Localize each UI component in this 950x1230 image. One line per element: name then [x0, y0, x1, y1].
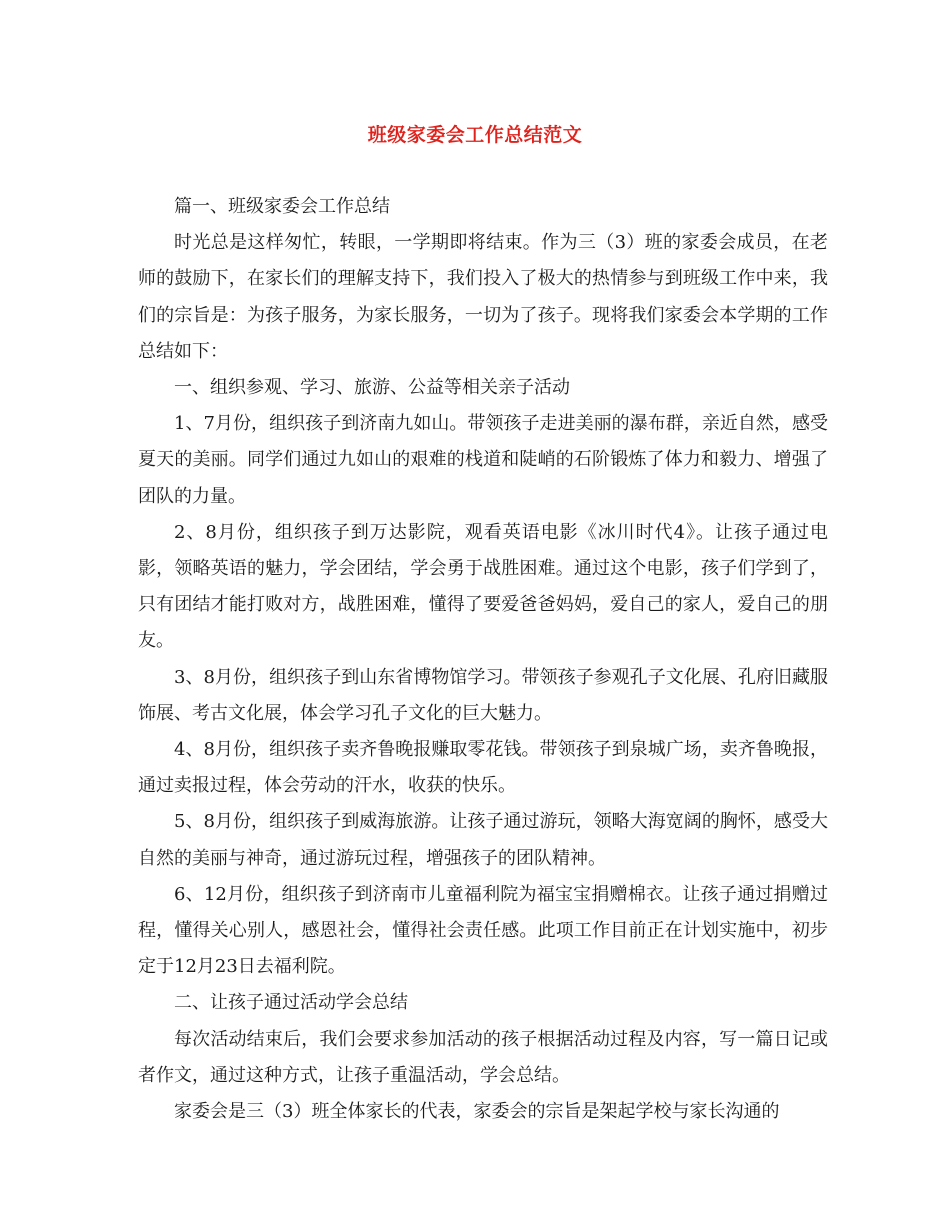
summary-paragraph: 每次活动结束后，我们会要求参加活动的孩子根据活动过程及内容，写一篇日记或者作文，通过这种方式，让孩子重温活动，学会总结。	[138, 1028, 828, 1086]
intro-paragraph: 时光总是这样匆忙，转眼，一学期即将结束。作为三（3）班的家委会成员，在老师的鼓励下，在家长们的理解支持下，我们投入了极大的热情参与到班级工作中来，我们的宗旨是：为孩子服务，为家长服务，一切为了孩子。现将我们家委会本学期的工作总结如下：	[138, 232, 828, 362]
activity-paragraph: 6、12月份，组织孩子到济南市儿童福利院为福宝宝捐赠棉衣。让孩子通过捐赠过程，懂得关心别人，感恩社会，懂得社会责任感。此项工作目前正在计划实施中，初步定于12月23日去福利院。	[138, 883, 828, 978]
section-heading: 二、让孩子通过活动学会总结	[174, 992, 408, 1014]
activity-paragraph: 5、8月份，组织孩子到威海旅游。让孩子通过游玩，领略大海宽阔的胸怀，感受大自然的美丽与神奇，通过游玩过程，增强孩子的团队精神。	[138, 811, 828, 869]
document-title: 班级家委会工作总结范文	[367, 124, 583, 146]
section-heading: 篇一、班级家委会工作总结	[174, 196, 390, 217]
activity-paragraph: 3、8月份，组织孩子到山东省博物馆学习。带领孩子参观孔子文化展、孔府旧藏服饰展、考古文化展，体会学习孔子文化的巨大魅力。	[138, 666, 828, 724]
activity-paragraph: 2、8月份，组织孩子到万达影院，观看英语电影《冰川时代4》。让孩子通过电影，领略英语的魅力，学会团结，学会勇于战胜困难。通过这个电影，孩子们学到了，只有团结才能打败对方，战胜困难，懂得了要爱爸爸妈妈，爱自己的家人，爱自己的朋友。	[138, 521, 828, 652]
activity-paragraph: 1、7月份，组织孩子到济南九如山。带领孩子走进美丽的瀑布群，亲近自然，感受夏天的美丽。同学们通过九如山的艰难的栈道和陡峭的石阶锻炼了体力和毅力、增强了团队的力量。	[138, 413, 828, 507]
closing-paragraph: 家委会是三（3）班全体家长的代表，家委会的宗旨是架起学校与家长沟通的	[174, 1101, 780, 1123]
activity-paragraph: 4、8月份，组织孩子卖齐鲁晚报赚取零花钱。带领孩子到泉城广场，卖齐鲁晚报，通过卖报过程，体会劳动的汗水，收获的快乐。	[138, 739, 828, 797]
document-body	[138, 189, 828, 1130]
section-heading: 一、组织参观、学习、旅游、公益等相关亲子活动	[174, 377, 570, 399]
